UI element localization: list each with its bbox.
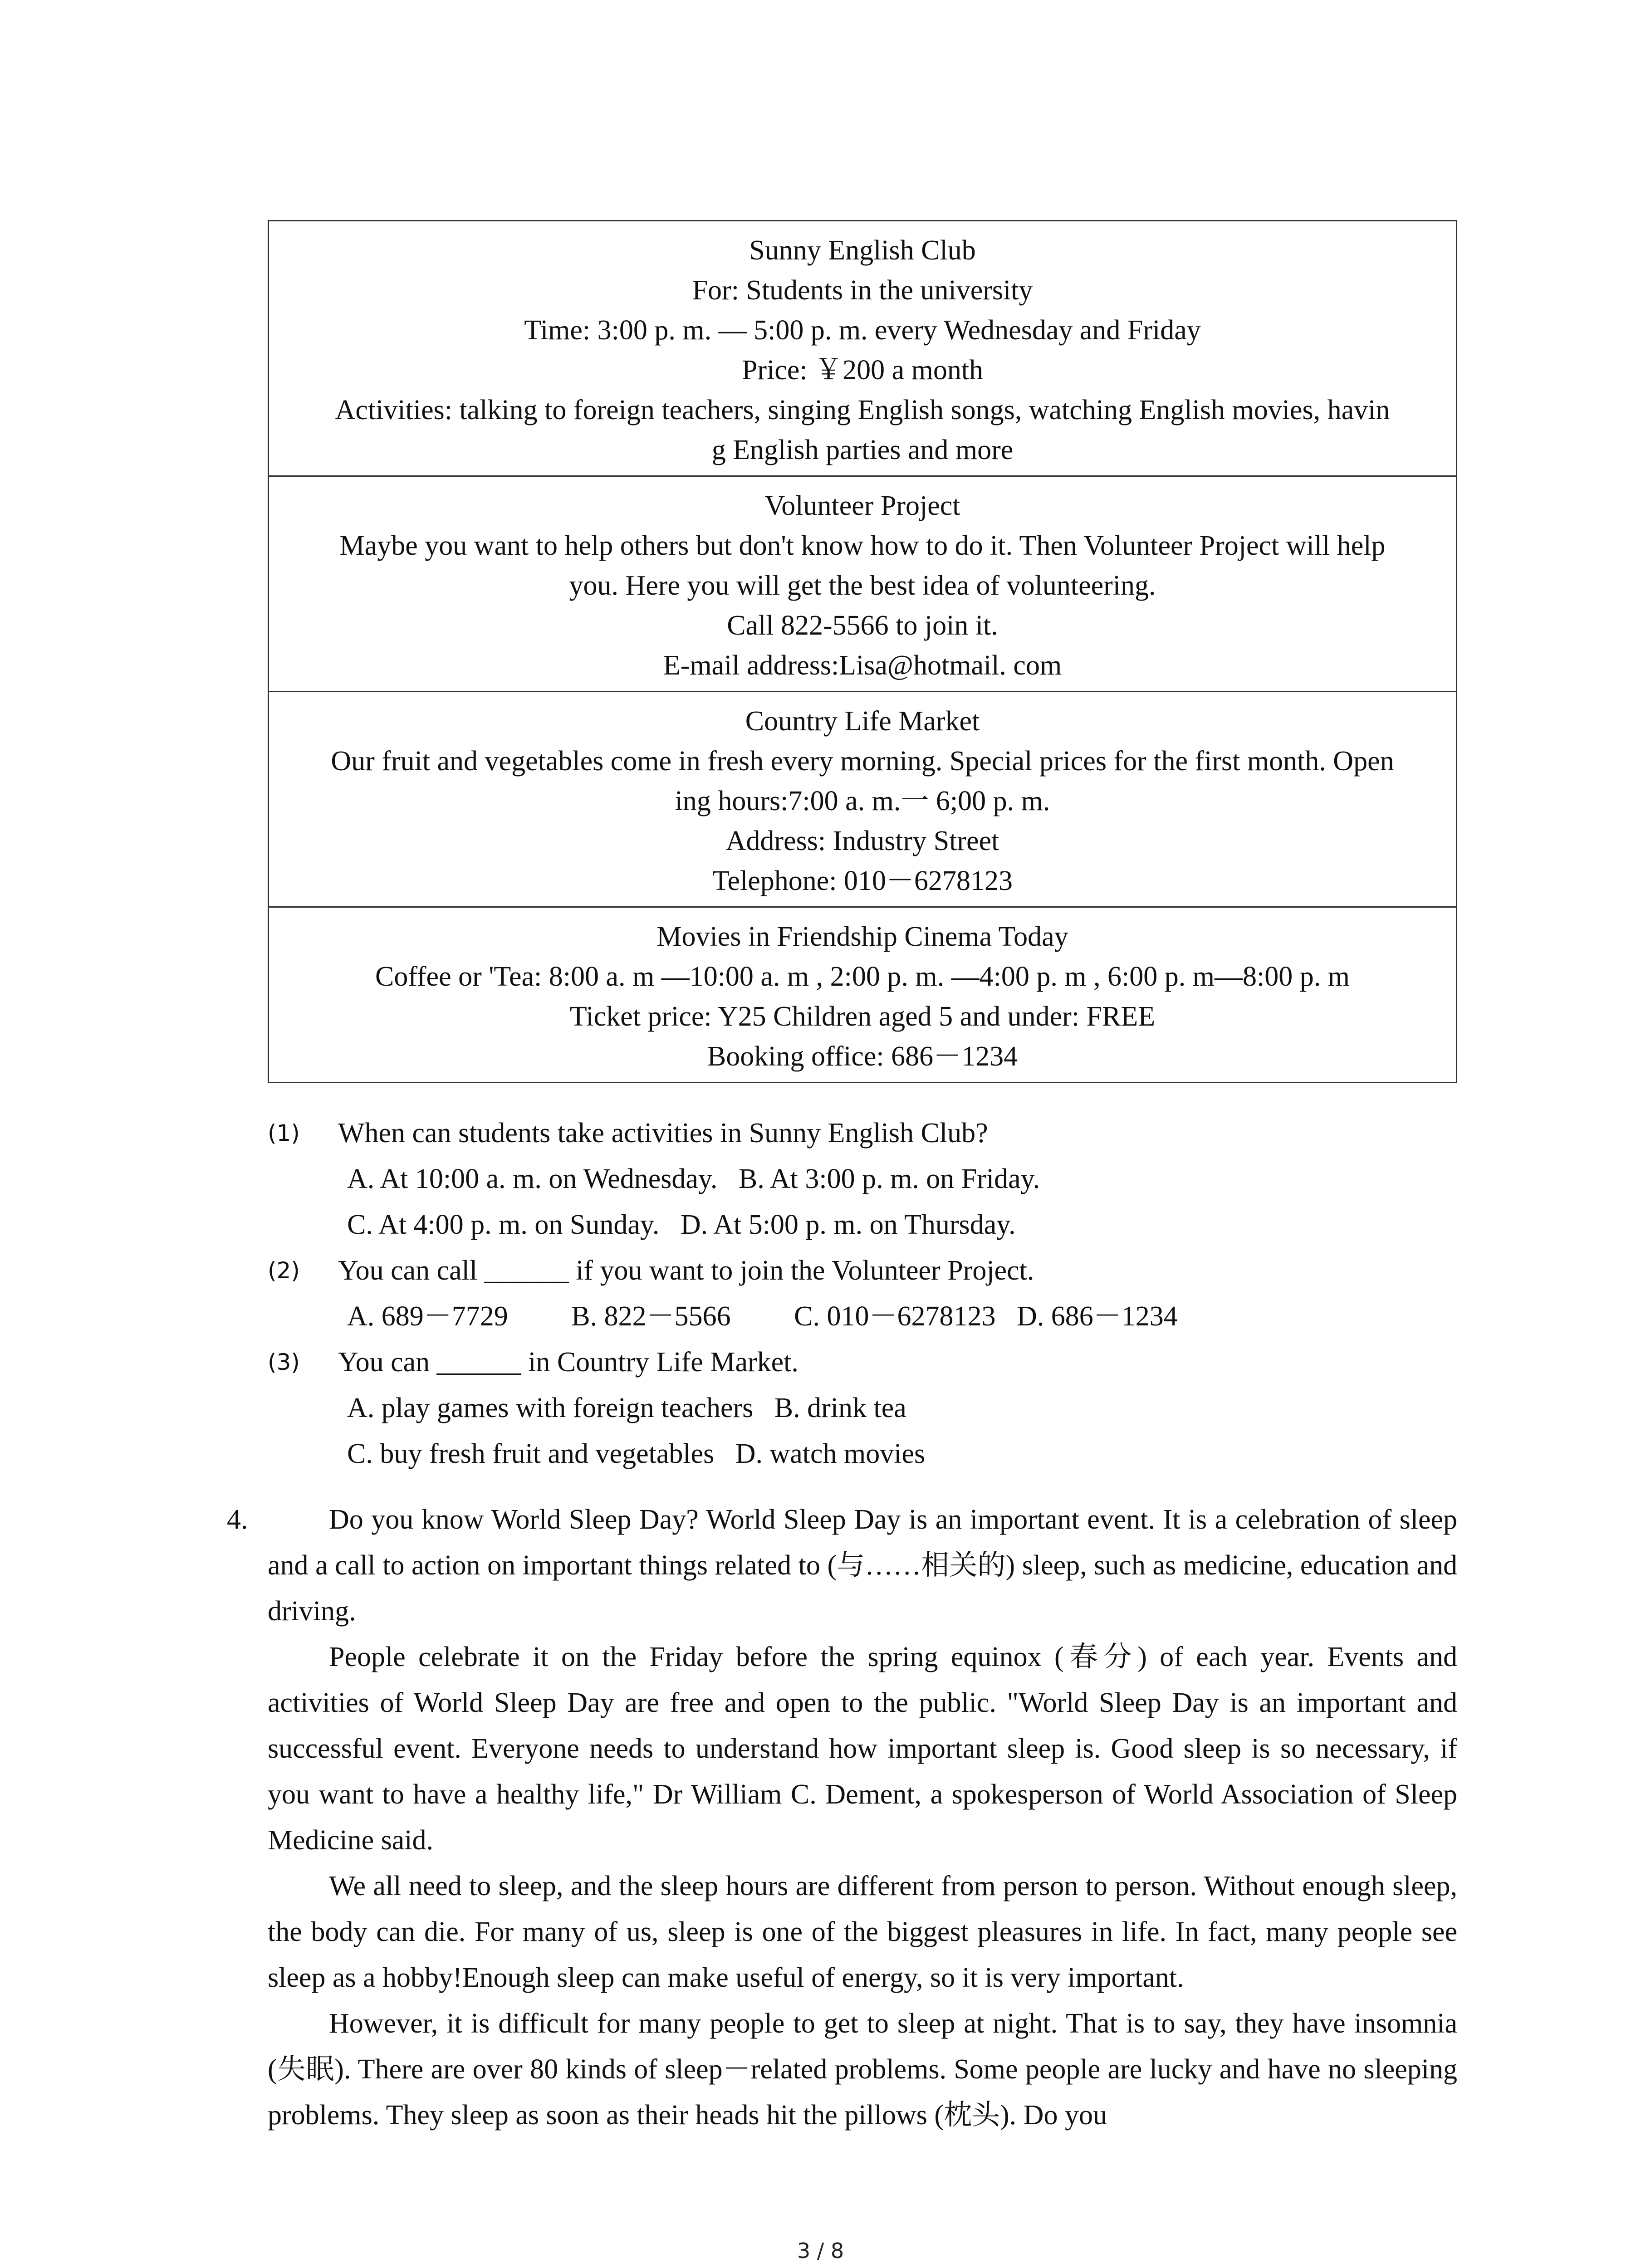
question-2 [268,1248,1457,1294]
ad-line: Call 822-5566 to join it. [727,610,998,641]
ad-line: For: Students in the university [692,275,1033,306]
ad-line: Ticket price: Y25 Children aged 5 and under: FREE [569,1001,1156,1032]
ad-line: Coffee or 'Tea: 8:00 a. m —10:00 a. m , 2:00 p. m. —4:00 p. m , 6:00 p. m—8:00 p. m [375,961,1350,992]
ad-line: Time: 3:00 p. m. — 5:00 p. m. every Wednesday and Friday [524,315,1201,346]
answer-options: A. 689－7729 B. 822－5566 C. 010－6278123 D. 686－1234 [347,1301,1178,1332]
ad-friendship-cinema [269,906,1456,1082]
passage-paragraph: Do you know World Sleep Day? World Sleep Day is an important event. It is a celebration of sleep and a call to action on important things related to (与……相关的) sleep, such as medicine, education and driving. [268,1504,1457,1627]
answer-options: A. play games with foreign teachers B. drink tea [347,1393,906,1423]
ad-line: you. Here you will get the best idea of volunteering. [569,570,1156,601]
ad-line: Booking office: 686－1234 [707,1041,1018,1072]
question-number: (3) [268,1349,300,1375]
question-number: (2) [268,1257,300,1284]
ad-line: Telephone: 010－6278123 [712,865,1013,896]
question-text: You can ______ in Country Life Market. [338,1347,798,1378]
question-1 [268,1110,1457,1156]
ad-line: Our fruit and vegetables come in fresh every morning. Special prices for the first month. Open [331,746,1394,777]
reading-passage [227,1497,1457,2138]
question-list [268,1110,1457,1477]
question-number: (1) [268,1120,300,1146]
ad-line: Address: Industry Street [725,826,999,856]
page-number: 3 / 8 [797,2239,844,2263]
question-3 [268,1339,1457,1385]
ad-title: Volunteer Project [764,490,960,521]
ad-line: E-mail address:Lisa@hotmail. com [663,650,1062,681]
passage-paragraph: However, it is difficult for many people to get to sleep at night. That is to say, they have insomnia (失眠). There are over 80 kinds of sleep－related problems. Some people are lucky and have no sleeping problems. They sleep as soon as their heads hit the pillows (枕头). Do you [268,2008,1457,2131]
answer-options: C. buy fresh fruit and vegetables D. watch movies [347,1438,926,1469]
ad-country-life-market [269,691,1456,906]
ad-sunny-english-club [269,221,1456,475]
passage-paragraph: We all need to sleep, and the sleep hours are different from person to person. Without enough sleep, the body can die. For many of us, sleep is one of the biggest pleasures in life. In fact, many people see sleep as a hobby!Enough sleep can make useful of energy, so it is very important. [268,1871,1457,1993]
ad-line: Price: ￥200 a month [741,355,984,386]
ads-table [268,220,1457,1083]
ad-title: Sunny English Club [749,235,976,266]
ad-line: g English parties and more [711,435,1014,465]
ad-title: Movies in Friendship Cinema Today [656,921,1068,952]
answer-options: A. At 10:00 a. m. on Wednesday. B. At 3:00 p. m. on Friday. [347,1163,1040,1194]
answer-options: C. At 4:00 p. m. on Sunday. D. At 5:00 p. m. on Thursday. [347,1209,1016,1240]
question-text: You can call ______ if you want to join the Volunteer Project. [338,1255,1034,1286]
passage-paragraph: People celebrate it on the Friday before the spring equinox (春分) of each year. Events and activities of World Sleep Day are free and open to the public. "World Sleep Day is an important and successful event. Everyone needs to understand how important sleep is. Good sleep is so necessary, if you want to have a healthy life," Dr William C. Dement, a spokesperson of World Association of Sleep Medicine said. [268,1642,1457,1856]
ad-title: Country Life Market [745,706,980,737]
ad-line: Maybe you want to help others but don't know how to do it. Then Volunteer Project will help [339,530,1386,561]
passage-number: 4. [227,1504,248,1535]
ad-line: Activities: talking to foreign teachers, singing English songs, watching English movies, havin [335,395,1390,425]
question-text: When can students take activities in Sunny English Club? [338,1118,988,1149]
ad-line: ing hours:7:00 a. m.一 6;00 p. m. [675,786,1050,816]
ad-volunteer-project [269,475,1456,691]
